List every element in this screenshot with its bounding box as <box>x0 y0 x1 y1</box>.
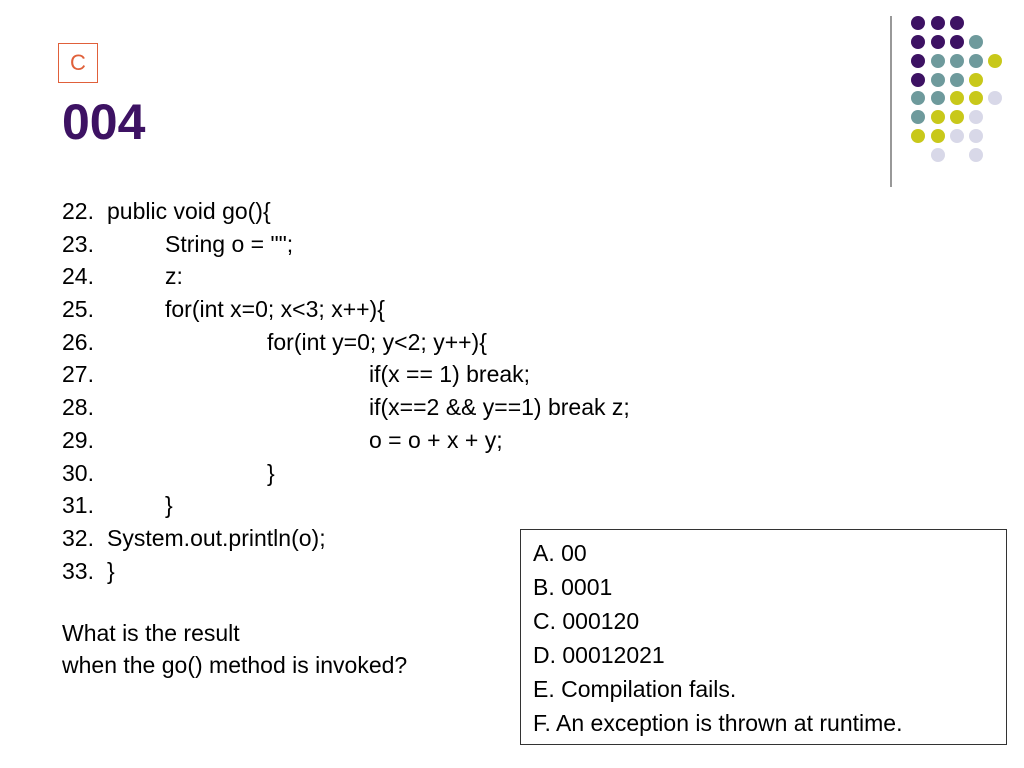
line-text: for(int y=0; y<2; y++){ <box>267 328 487 355</box>
line-number: 23. <box>62 230 94 257</box>
decorative-dot <box>931 110 945 124</box>
decorative-dot <box>911 54 925 68</box>
question-line-1: What is the result <box>62 620 240 646</box>
decorative-dot <box>950 110 964 124</box>
line-number: 33. <box>62 557 94 584</box>
decorative-dot <box>950 16 964 30</box>
decorative-dot <box>931 73 945 87</box>
line-text: if(x==2 && y==1) break z; <box>369 394 630 421</box>
decorative-dot <box>931 54 945 68</box>
line-text: } <box>107 557 115 584</box>
decorative-dot <box>931 16 945 30</box>
decorative-dot <box>911 129 925 143</box>
answer-badge: C <box>58 43 98 83</box>
decorative-dot <box>988 91 1002 105</box>
decorative-dot <box>969 54 983 68</box>
decorative-dot <box>911 16 925 30</box>
line-number: 29. <box>62 426 94 453</box>
line-number: 26. <box>62 328 94 355</box>
decorative-dot <box>911 110 925 124</box>
decorative-dot <box>950 91 964 105</box>
decorative-dot <box>950 35 964 49</box>
decorative-dot <box>931 129 945 143</box>
decorative-dot <box>911 73 925 87</box>
answer-option: C. 000120 <box>533 608 640 634</box>
line-text: z: <box>165 263 183 290</box>
decorative-dot <box>969 148 983 162</box>
line-number: 24. <box>62 263 94 290</box>
decorative-dot <box>969 110 983 124</box>
decorative-dot <box>911 91 925 105</box>
line-text: if(x == 1) break; <box>369 361 531 388</box>
line-text: for(int x=0; x<3; x++){ <box>165 296 385 323</box>
answer-option: A. 00 <box>533 540 587 566</box>
question-line-2: when the go() method is invoked? <box>62 652 408 678</box>
decorative-dot-grid <box>0 0 1024 200</box>
decorative-dot <box>931 35 945 49</box>
answer-option: D. 00012021 <box>533 642 665 668</box>
line-number: 22. <box>62 198 94 224</box>
line-number: 28. <box>62 394 94 421</box>
slide-title: 004 <box>62 94 146 150</box>
decorative-dot <box>931 148 945 162</box>
decorative-dot <box>969 91 983 105</box>
line-number: 27. <box>62 361 94 388</box>
line-number: 32. <box>62 524 94 551</box>
answer-options-box <box>520 529 1007 745</box>
answer-option: B. 0001 <box>533 574 613 600</box>
question-text <box>62 617 407 681</box>
decorative-dot <box>969 35 983 49</box>
decorative-dot <box>950 73 964 87</box>
answer-option: E. Compilation fails. <box>533 676 737 702</box>
line-text: } <box>267 459 275 486</box>
decorative-dot <box>988 54 1002 68</box>
line-number: 30. <box>62 459 94 486</box>
decorative-dot <box>911 35 925 49</box>
answer-option: F. An exception is thrown at runtime. <box>533 710 903 736</box>
line-number: 31. <box>62 492 94 519</box>
line-text: String o = ""; <box>165 230 294 257</box>
decorative-dot <box>969 73 983 87</box>
line-text: public void go(){ <box>107 198 271 224</box>
decorative-dot <box>969 129 983 143</box>
line-text: } <box>165 492 173 519</box>
line-number: 25. <box>62 296 94 323</box>
decorative-dot <box>950 54 964 68</box>
decorative-dot <box>931 91 945 105</box>
decorative-dot <box>950 129 964 143</box>
line-text: o = o + x + y; <box>369 426 503 453</box>
line-text: System.out.println(o); <box>107 524 326 551</box>
